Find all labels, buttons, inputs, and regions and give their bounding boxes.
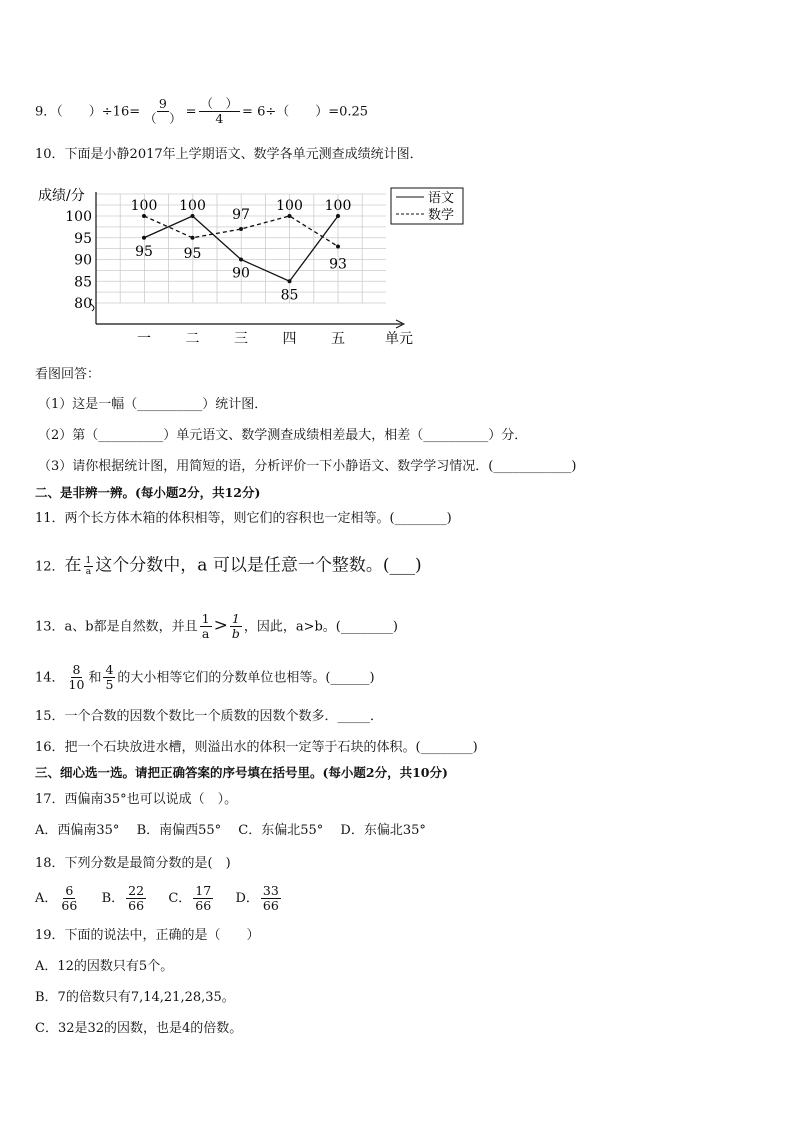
q14-f1-num: 8 <box>72 662 81 677</box>
q14-f2-num: 4 <box>105 662 114 677</box>
data-point <box>336 244 340 248</box>
data-point <box>288 279 292 283</box>
q14-and: 和 <box>88 670 102 686</box>
q13-f2-num: 1 <box>231 611 240 626</box>
q12-pre: 在 <box>64 555 82 576</box>
legend-label: 数学 <box>428 208 455 223</box>
data-label-chinese: 95 <box>135 243 153 260</box>
data-point <box>239 258 243 262</box>
q9-f1-num: 9 <box>158 96 167 111</box>
answer-prompt: 看图回答： <box>35 367 101 382</box>
q9-part1: （ ）÷16= <box>56 104 141 120</box>
q9-f2-den: 4 <box>215 111 224 127</box>
q9-f2-num: （ ） <box>200 96 239 111</box>
question-18-options <box>35 884 283 914</box>
chart-x-ticks <box>137 331 345 347</box>
data-label-chinese: 100 <box>179 198 206 214</box>
chart-y-label: 成绩/分 <box>38 188 85 204</box>
section-2-heading: 二、是非辨一辨。(每小题2分，共12分) <box>35 485 261 500</box>
q13-f1-num: 1 <box>201 611 210 626</box>
q12-frac-den: a <box>85 567 92 578</box>
q14-label: 14． <box>35 670 65 686</box>
data-label-math: 97 <box>232 207 250 224</box>
y-tick-label: 80 <box>74 296 92 312</box>
x-tick-label: 三 <box>234 331 248 347</box>
data-label-math: 93 <box>329 256 347 273</box>
q14-f1-den: 10 <box>68 677 85 693</box>
data-point <box>191 214 195 218</box>
q9-eq: = <box>185 104 197 120</box>
q9-f1-den: （ ） <box>144 111 182 127</box>
question-15: 15．一个合数的因数个数比一个质数的因数个数多．_____． <box>35 709 384 724</box>
sub-question-2: （2）第（__________）单元语文、数学测查成绩相差最大，相差（__________）分． <box>38 428 528 443</box>
question-16: 16．把一个石块放进水槽，则溢出水的体积一定等于石块的体积。(________) <box>35 740 478 755</box>
q14-post: 的大小相等它们的分数单位也相等。(______) <box>117 670 375 686</box>
question-14 <box>35 663 375 693</box>
q13-f2-den: b <box>231 626 240 642</box>
data-label-chinese: 85 <box>280 287 299 304</box>
y-tick-label: 100 <box>65 209 92 225</box>
question-19-option-b: B．7的倍数只有7,14,21,28,35。 <box>35 990 235 1005</box>
q14-fraction-2 <box>103 663 115 693</box>
q12-post: 这个分数中，a 可以是任意一个整数。(___) <box>95 555 422 576</box>
data-label-chinese: 100 <box>324 198 352 214</box>
x-tick-label: 二 <box>185 331 200 347</box>
question-17: 17．西偏南35°也可以说成（ ）。 <box>35 792 238 807</box>
sub-question-3: （3）请你根据统计图，用简短的语，分析评价一下小静语文、数学学习情况．(____________) <box>38 459 577 474</box>
data-label-math: 100 <box>130 198 158 214</box>
q14-fraction-1 <box>67 663 87 693</box>
y-tick-label: 85 <box>74 274 92 291</box>
q9-fraction-1 <box>142 97 184 127</box>
q18-option-b: B． $\frac{22}{66}$ <box>101 883 145 914</box>
q18-option-d: D． $\frac{33}{66}$ <box>235 883 279 914</box>
data-label-math: 95 <box>183 245 202 262</box>
q13-gt: > <box>213 615 228 636</box>
data-point <box>288 214 292 218</box>
q18-option-a: A． $\frac{6}{66}$ <box>35 883 78 914</box>
q13-post: ，因此，a>b。(________) <box>243 619 398 635</box>
legend-label: 语文 <box>428 191 455 206</box>
q12-fraction <box>84 556 94 578</box>
q13-fraction-1 <box>200 612 212 642</box>
q12-label: 12． <box>35 559 65 575</box>
q13-f1-den: a <box>201 626 210 642</box>
data-point <box>142 214 146 218</box>
q13-fraction-2 <box>230 612 242 642</box>
q9-label: 9． <box>35 104 57 120</box>
chart-legend <box>391 188 463 224</box>
data-label-math: 100 <box>276 198 303 214</box>
question-19-option-c: C．32是32的因数，也是4的倍数。 <box>35 1021 243 1036</box>
q12-frac-num: 1 <box>85 556 92 566</box>
question-19: 19．下面的说法中，正确的是（ ） <box>35 928 260 943</box>
x-tick-label: 五 <box>331 331 345 347</box>
question-18: 18．下列分数是最简分数的是( ) <box>35 856 231 871</box>
q18-option-c: C． $\frac{17}{66}$ <box>168 883 212 914</box>
chart-y-ticks <box>65 209 92 312</box>
sub-question-1: （1）这是一幅（__________）统计图． <box>38 397 268 412</box>
question-19-option-a: A．12的因数只有5个。 <box>35 959 174 974</box>
q9-fraction-2 <box>199 97 241 127</box>
question-9 <box>35 97 368 127</box>
question-17-options: A．西偏南35° B．南偏西55° C．东偏北55° D．东偏北35° <box>35 823 426 838</box>
question-12 <box>35 556 422 578</box>
chart-x-label: 单元 <box>385 331 413 347</box>
data-label-chinese: 90 <box>232 265 250 282</box>
data-point <box>239 227 243 231</box>
data-point <box>142 236 146 240</box>
y-tick-label: 95 <box>74 230 92 247</box>
question-10: 10．下面是小静2017年上学期语文、数学各单元测查成绩统计图． <box>35 147 423 162</box>
q13-pre: 13．a、b都是自然数，并且 <box>35 619 198 635</box>
q9-rest: = 6÷（ ）=0.25 <box>242 104 369 120</box>
data-point <box>336 214 340 218</box>
x-tick-label: 四 <box>282 331 297 347</box>
y-tick-label: 90 <box>74 252 92 269</box>
question-13 <box>35 612 398 642</box>
x-tick-label: 一 <box>137 331 151 347</box>
question-11: 11．两个长方体木箱的体积相等，则它们的容积也一定相等。(________) <box>35 511 452 526</box>
section-3-heading: 三、细心选一选。请把正确答案的序号填在括号里。(每小题2分，共10分) <box>35 765 448 780</box>
q14-f2-den: 5 <box>105 677 114 693</box>
data-point <box>191 236 195 240</box>
score-line-chart <box>30 180 455 350</box>
